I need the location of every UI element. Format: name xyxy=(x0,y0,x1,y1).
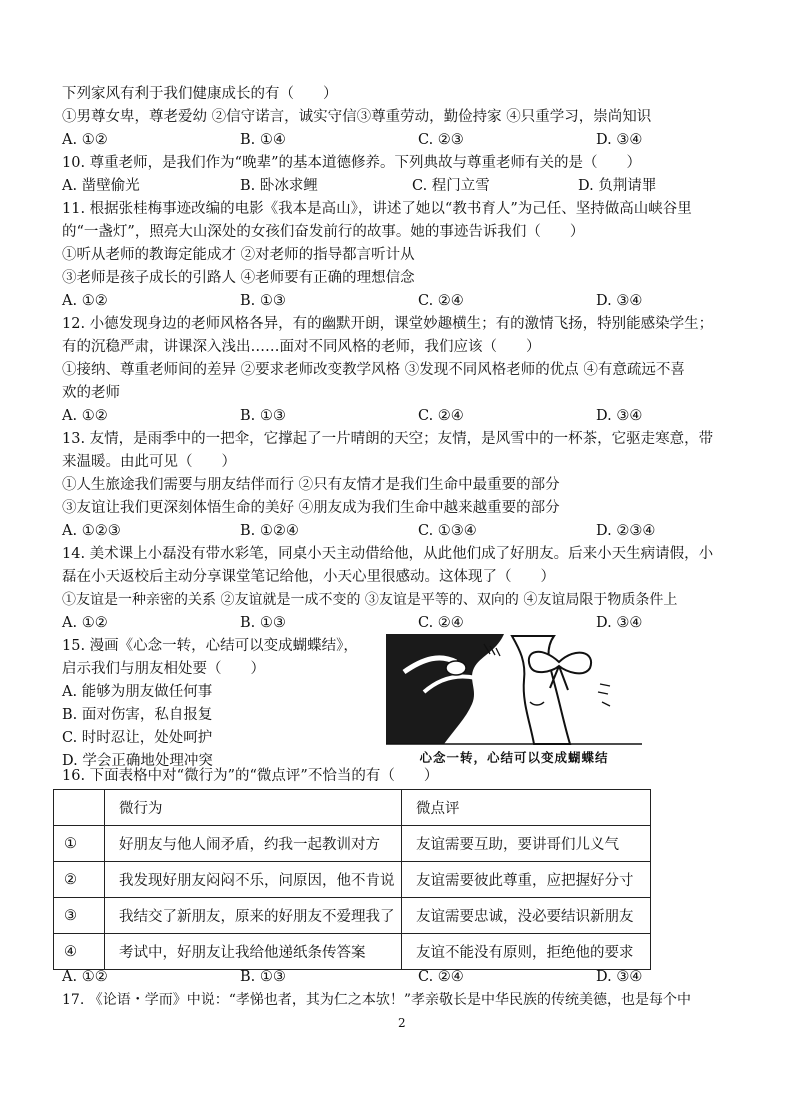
table-header-cell: 微行为 xyxy=(105,790,402,826)
page-number: 2 xyxy=(398,1016,406,1030)
table-row xyxy=(54,826,651,862)
q12-choices-line-1: ①接纳、尊重老师间的差异 ②要求老师改变教学风格 ③发现不同风格老师的优点 ④有意疏远不喜 xyxy=(62,362,685,378)
q15-option-d: D. 学会正确地处理冲突 xyxy=(62,753,213,769)
q10-option-b: B. 卧冰求鲤 xyxy=(240,178,318,194)
q13-option-b: B. ①②④ xyxy=(240,523,299,539)
q14-stem-line-2: 磊在小天返校后主动分享课堂笔记给他，小天心里很感动。这体现了（ ） xyxy=(62,569,555,585)
table-row xyxy=(54,862,651,898)
q11-stem-line-1: 11. 根据张桂梅事迹改编的电影《我本是高山》，讲述了她以“教书育人”为己任、坚持做高山峡谷里 xyxy=(62,201,692,217)
table-cell: 考试中，好朋友让我给他递纸条传答案 xyxy=(105,934,402,970)
cartoon-caption: 心念一转，心结可以变成蝴蝶结 xyxy=(419,750,609,765)
q16-stem-line: 16. 下面表格中对“微行为”的“微点评”不恰当的有（ ） xyxy=(62,768,439,784)
micro-behavior-table xyxy=(53,789,651,970)
table-row xyxy=(54,934,651,970)
q13-stem-line-1: 13. 友情，是雨季中的一把伞，它撑起了一片晴朗的天空；友情，是风雪中的一杯茶，它驱走寒意，带 xyxy=(62,431,714,447)
q10-option-c: C. 程门立雪 xyxy=(412,178,490,194)
table-header-row xyxy=(54,790,651,826)
q15-stem-line-2: 启示我们与朋友相处要（ ） xyxy=(62,661,265,677)
table-cell: ② xyxy=(54,862,105,898)
q9-option-c: C. ②③ xyxy=(418,132,464,148)
q12-option-b: B. ①③ xyxy=(240,408,286,424)
cartoon-image xyxy=(384,632,644,768)
table-header-cell xyxy=(54,790,105,826)
q13-choices-line-1: ①人生旅途我们需要与朋友结伴而行 ②只有友情才是我们生命中最重要的部分 xyxy=(62,477,560,493)
q12-option-d: D. ③④ xyxy=(596,408,643,424)
table-cell: ① xyxy=(54,826,105,862)
table-cell: 我发现好朋友闷闷不乐，问原因，他不肯说 xyxy=(105,862,402,898)
table-cell: 我结交了新朋友，原来的好朋友不爱理我了 xyxy=(105,898,402,934)
q11-option-c: C. ②④ xyxy=(418,293,464,309)
table-cell: ③ xyxy=(54,898,105,934)
q12-stem-line-2: 有的沉稳严肃，讲课深入浅出……面对不同风格的老师，我们应该（ ） xyxy=(62,339,541,355)
q11-option-b: B. ①③ xyxy=(240,293,286,309)
q11-option-a: A. ①② xyxy=(62,293,108,309)
q9-option-b: B. ①④ xyxy=(240,132,286,148)
table-cell: 友谊不能没有原则，拒绝他的要求 xyxy=(402,934,651,970)
q9-stem-line: 下列家风有利于我们健康成长的有（ ） xyxy=(62,86,338,102)
q13-choices-line-2: ③友谊让我们更深刻体悟生命的美好 ④朋友成为我们生命中越来越重要的部分 xyxy=(62,500,560,516)
q9-option-d: D. ③④ xyxy=(596,132,643,148)
q9-choices-line: ①男尊女卑，尊老爱幼 ②信守诺言，诚实守信③尊重劳动，勤俭持家 ④只重学习，崇尚知识 xyxy=(62,109,652,125)
q12-option-a: A. ①② xyxy=(62,408,108,424)
q13-option-c: C. ①③④ xyxy=(418,523,477,539)
q16-option-c: C. ②④ xyxy=(418,969,464,985)
q15-option-c: C. 时时忍让，处处呵护 xyxy=(62,730,213,746)
q15-stem-line-1: 15. 漫画《心念一转，心结可以变成蝴蝶结》， xyxy=(62,638,358,654)
q15-option-a: A. 能够为朋友做任何事 xyxy=(62,684,213,700)
q14-option-b: B. ①③ xyxy=(240,615,286,631)
q13-stem-line-2: 来温暖。由此可见（ ） xyxy=(62,454,236,470)
table-header-cell: 微点评 xyxy=(402,790,651,826)
q14-stem-line-1: 14. 美术课上小磊没有带水彩笔，同桌小天主动借给他，从此他们成了好朋友。后来小天生病请假，小 xyxy=(62,546,714,562)
table-cell: 好朋友与他人闹矛盾，约我一起教训对方 xyxy=(105,826,402,862)
table-cell: 友谊需要互助，要讲哥们儿义气 xyxy=(402,826,651,862)
q9-option-a: A. ①② xyxy=(62,132,108,148)
q11-choices-line-2: ③老师是孩子成长的引路人 ④老师要有正确的理想信念 xyxy=(62,270,415,286)
table-row xyxy=(54,898,651,934)
q13-option-d: D. ②③④ xyxy=(596,523,656,539)
table-cell: 友谊需要彼此尊重，应把握好分寸 xyxy=(402,862,651,898)
q12-stem-line-1: 12. 小德发现身边的老师风格各异，有的幽默开朗，课堂妙趣横生；有的激情飞扬，特别能感染学生； xyxy=(62,316,714,332)
q14-option-c: C. ②④ xyxy=(418,615,464,631)
table-cell: 友谊需要忠诚，没必要结识新朋友 xyxy=(402,898,651,934)
q10-option-a: A. 凿壁偷光 xyxy=(62,178,140,194)
q15-option-b: B. 面对伤害，私自报复 xyxy=(62,707,213,723)
q16-option-d: D. ③④ xyxy=(596,969,643,985)
q17-stem-line: 17. 《论语・学而》中说：“孝悌也者，其为仁之本欤！”孝亲敬长是中华民族的传统美德，也是每个中 xyxy=(62,992,692,1008)
q11-option-d: D. ③④ xyxy=(596,293,643,309)
q10-stem-line: 10. 尊重老师，是我们作为“晚辈”的基本道德修养。下列典故与尊重老师有关的是（ ） xyxy=(62,155,641,171)
q13-option-a: A. ①②③ xyxy=(62,523,121,539)
q14-choices-line: ①友谊是一种亲密的关系 ②友谊就是一成不变的 ③友谊是平等的、双向的 ④友谊局限于物质条件上 xyxy=(62,592,678,608)
q12-option-c: C. ②④ xyxy=(418,408,464,424)
q10-option-d: D. 负荆请罪 xyxy=(578,178,657,194)
table-cell: ④ xyxy=(54,934,105,970)
q14-option-a: A. ①② xyxy=(62,615,108,631)
q11-stem-line-2: 的“一盏灯”，照亮大山深处的女孩们奋发前行的故事。她的事迹告诉我们（ ） xyxy=(62,224,585,240)
q16-option-b: B. ①③ xyxy=(240,969,286,985)
q14-option-d: D. ③④ xyxy=(596,615,643,631)
q11-choices-line-1: ①听从老师的教诲定能成才 ②对老师的指导都言听计从 xyxy=(62,247,415,263)
q12-choices-line-2: 欢的老师 xyxy=(62,385,120,401)
q16-option-a: A. ①② xyxy=(62,969,108,985)
